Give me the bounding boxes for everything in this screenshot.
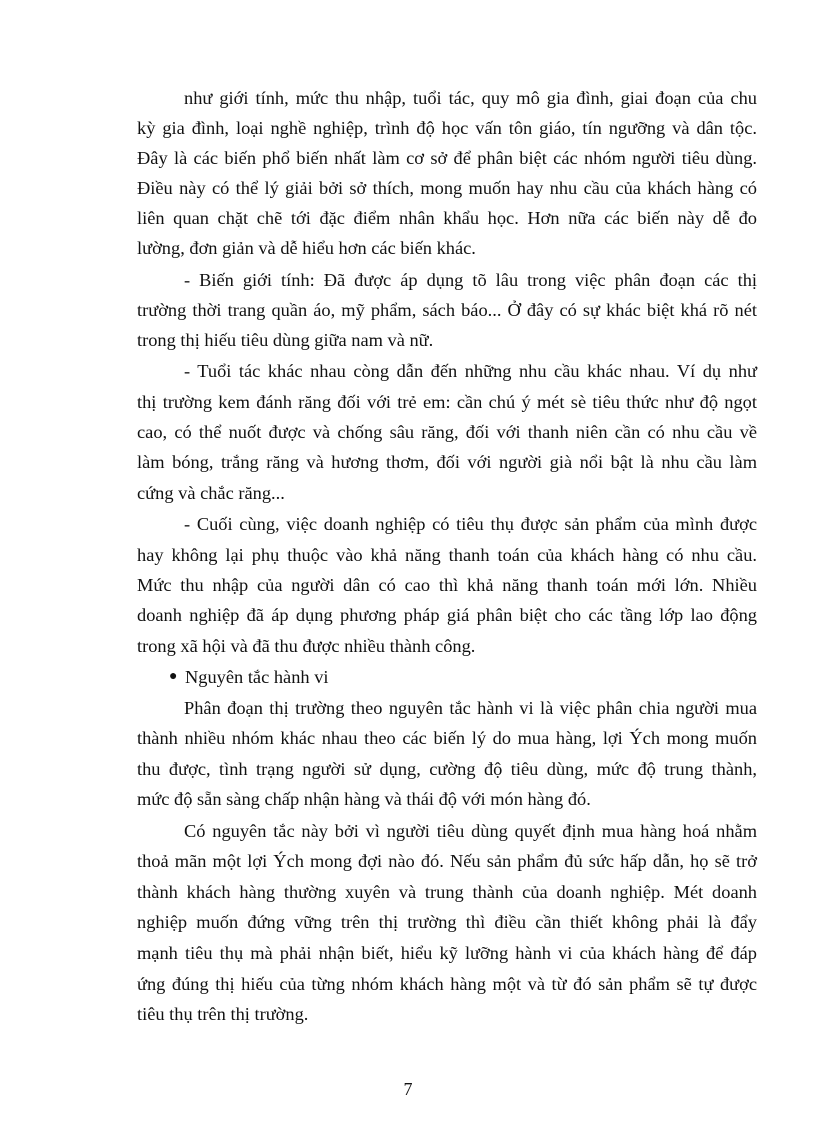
bullet-icon: ● xyxy=(169,669,178,684)
paragraph-line: nghiệp muốn đứng vững trên thị trường thì điều cần thiết không phải là đẩy xyxy=(137,912,757,932)
paragraph-line: Phân đoạn thị trường theo nguyên tắc hành vi là việc phân chia người mua xyxy=(184,698,757,718)
paragraph-line: - Biến giới tính: Đã được áp dụng tõ lâu trong việc phân đoạn các thị xyxy=(184,270,757,290)
paragraph-line: Đây là các biến phổ biến nhất làm cơ sở để phân biệt các nhóm người tiêu dùng. xyxy=(137,148,757,168)
paragraph-line: Mức thu nhập của người dân có cao thì khả năng thanh toán mới lớn. Nhiều xyxy=(137,575,757,595)
paragraph-line: mức độ sẵn sàng chấp nhận hàng và thái độ với món hàng đó. xyxy=(137,789,591,809)
paragraph-line: doanh nghiệp đã áp dụng phương pháp giá phân biệt cho các tầng lớp lao động xyxy=(137,605,757,625)
paragraph-line: trong xã hội và đã thu được nhiều thành công. xyxy=(137,636,476,656)
paragraph-line: Điều này có thể lý giải bởi sở thích, mong muốn hay nhu cầu của khách hàng có xyxy=(137,178,757,198)
paragraph-line: - Tuổi tác khác nhau còng dẫn đến những nhu cầu khác nhau. Ví dụ như xyxy=(184,361,757,381)
paragraph-line: trường thời trang quần áo, mỹ phẩm, sách báo... Ở đây có sự khác biệt khá rõ nét xyxy=(137,300,757,320)
paragraph-line: mạnh tiêu thụ mà phải nhận biết, hiểu kỹ lưỡng hành vi của khách hàng để đáp xyxy=(137,943,757,963)
paragraph-line: thành nhiều nhóm khác nhau theo các biến lý do mua hàng, lợi Ých mong muốn xyxy=(137,728,757,748)
paragraph-line: lường, đơn giản và dễ hiểu hơn các biến khác. xyxy=(137,238,476,258)
paragraph-line: tiêu thụ trên thị trường. xyxy=(137,1004,309,1024)
paragraph-line: làm bóng, trắng răng và hương thơm, đối với người già nổi bật là nhu cầu làm xyxy=(137,452,757,472)
paragraph-line: thu được, tình trạng người sử dụng, cường độ tiêu dùng, mức độ trung thành, xyxy=(137,759,757,779)
paragraph-line: cao, có thể nuốt được và chống sâu răng, đối với thanh niên cần có nhu cầu về xyxy=(137,422,757,442)
paragraph-line: cứng và chắc răng... xyxy=(137,483,285,503)
paragraph-line: trong thị hiếu tiêu dùng giữa nam và nữ. xyxy=(137,330,434,350)
paragraph-line: như giới tính, mức thu nhập, tuổi tác, quy mô gia đình, giai đoạn của chu xyxy=(184,88,757,108)
paragraph-line: - Cuối cùng, việc doanh nghiệp có tiêu thụ được sản phẩm của mình được xyxy=(184,514,757,534)
bullet-text: Nguyên tắc hành vi xyxy=(185,667,329,687)
paragraph-line: ứng đúng thị hiếu của từng nhóm khách hàng một và từ đó sản phẩm sẽ tự được xyxy=(137,974,757,994)
paragraph-line: thành khách hàng thường xuyên và trung thành của doanh nghiệp. Mét doanh xyxy=(137,882,757,902)
paragraph-line: thị trường kem đánh răng đối với trẻ em: cần chú ý mét sè tiêu thức như độ ngọt xyxy=(137,392,757,412)
paragraph-line: kỳ gia đình, loại nghề nghiệp, trình độ học vấn tôn giáo, tín ngưỡng và dân tộc. xyxy=(137,118,757,138)
paragraph-line: hay không lại phụ thuộc vào khả năng thanh toán của khách hàng có nhu cầu. xyxy=(137,545,757,565)
paragraph-line: Có nguyên tắc này bởi vì người tiêu dùng quyết định mua hàng hoá nhằm xyxy=(184,821,757,841)
paragraph-line: thoả mãn một lợi Ých mong đợi nào đó. Nếu sản phẩm đủ sức hấp dẫn, họ sẽ trở xyxy=(137,851,757,871)
paragraph-line: liên quan chặt chẽ tới đặc điểm nhân khẩu học. Hơn nữa các biến này dễ đo xyxy=(137,208,757,228)
page-number: 7 xyxy=(403,1079,413,1099)
